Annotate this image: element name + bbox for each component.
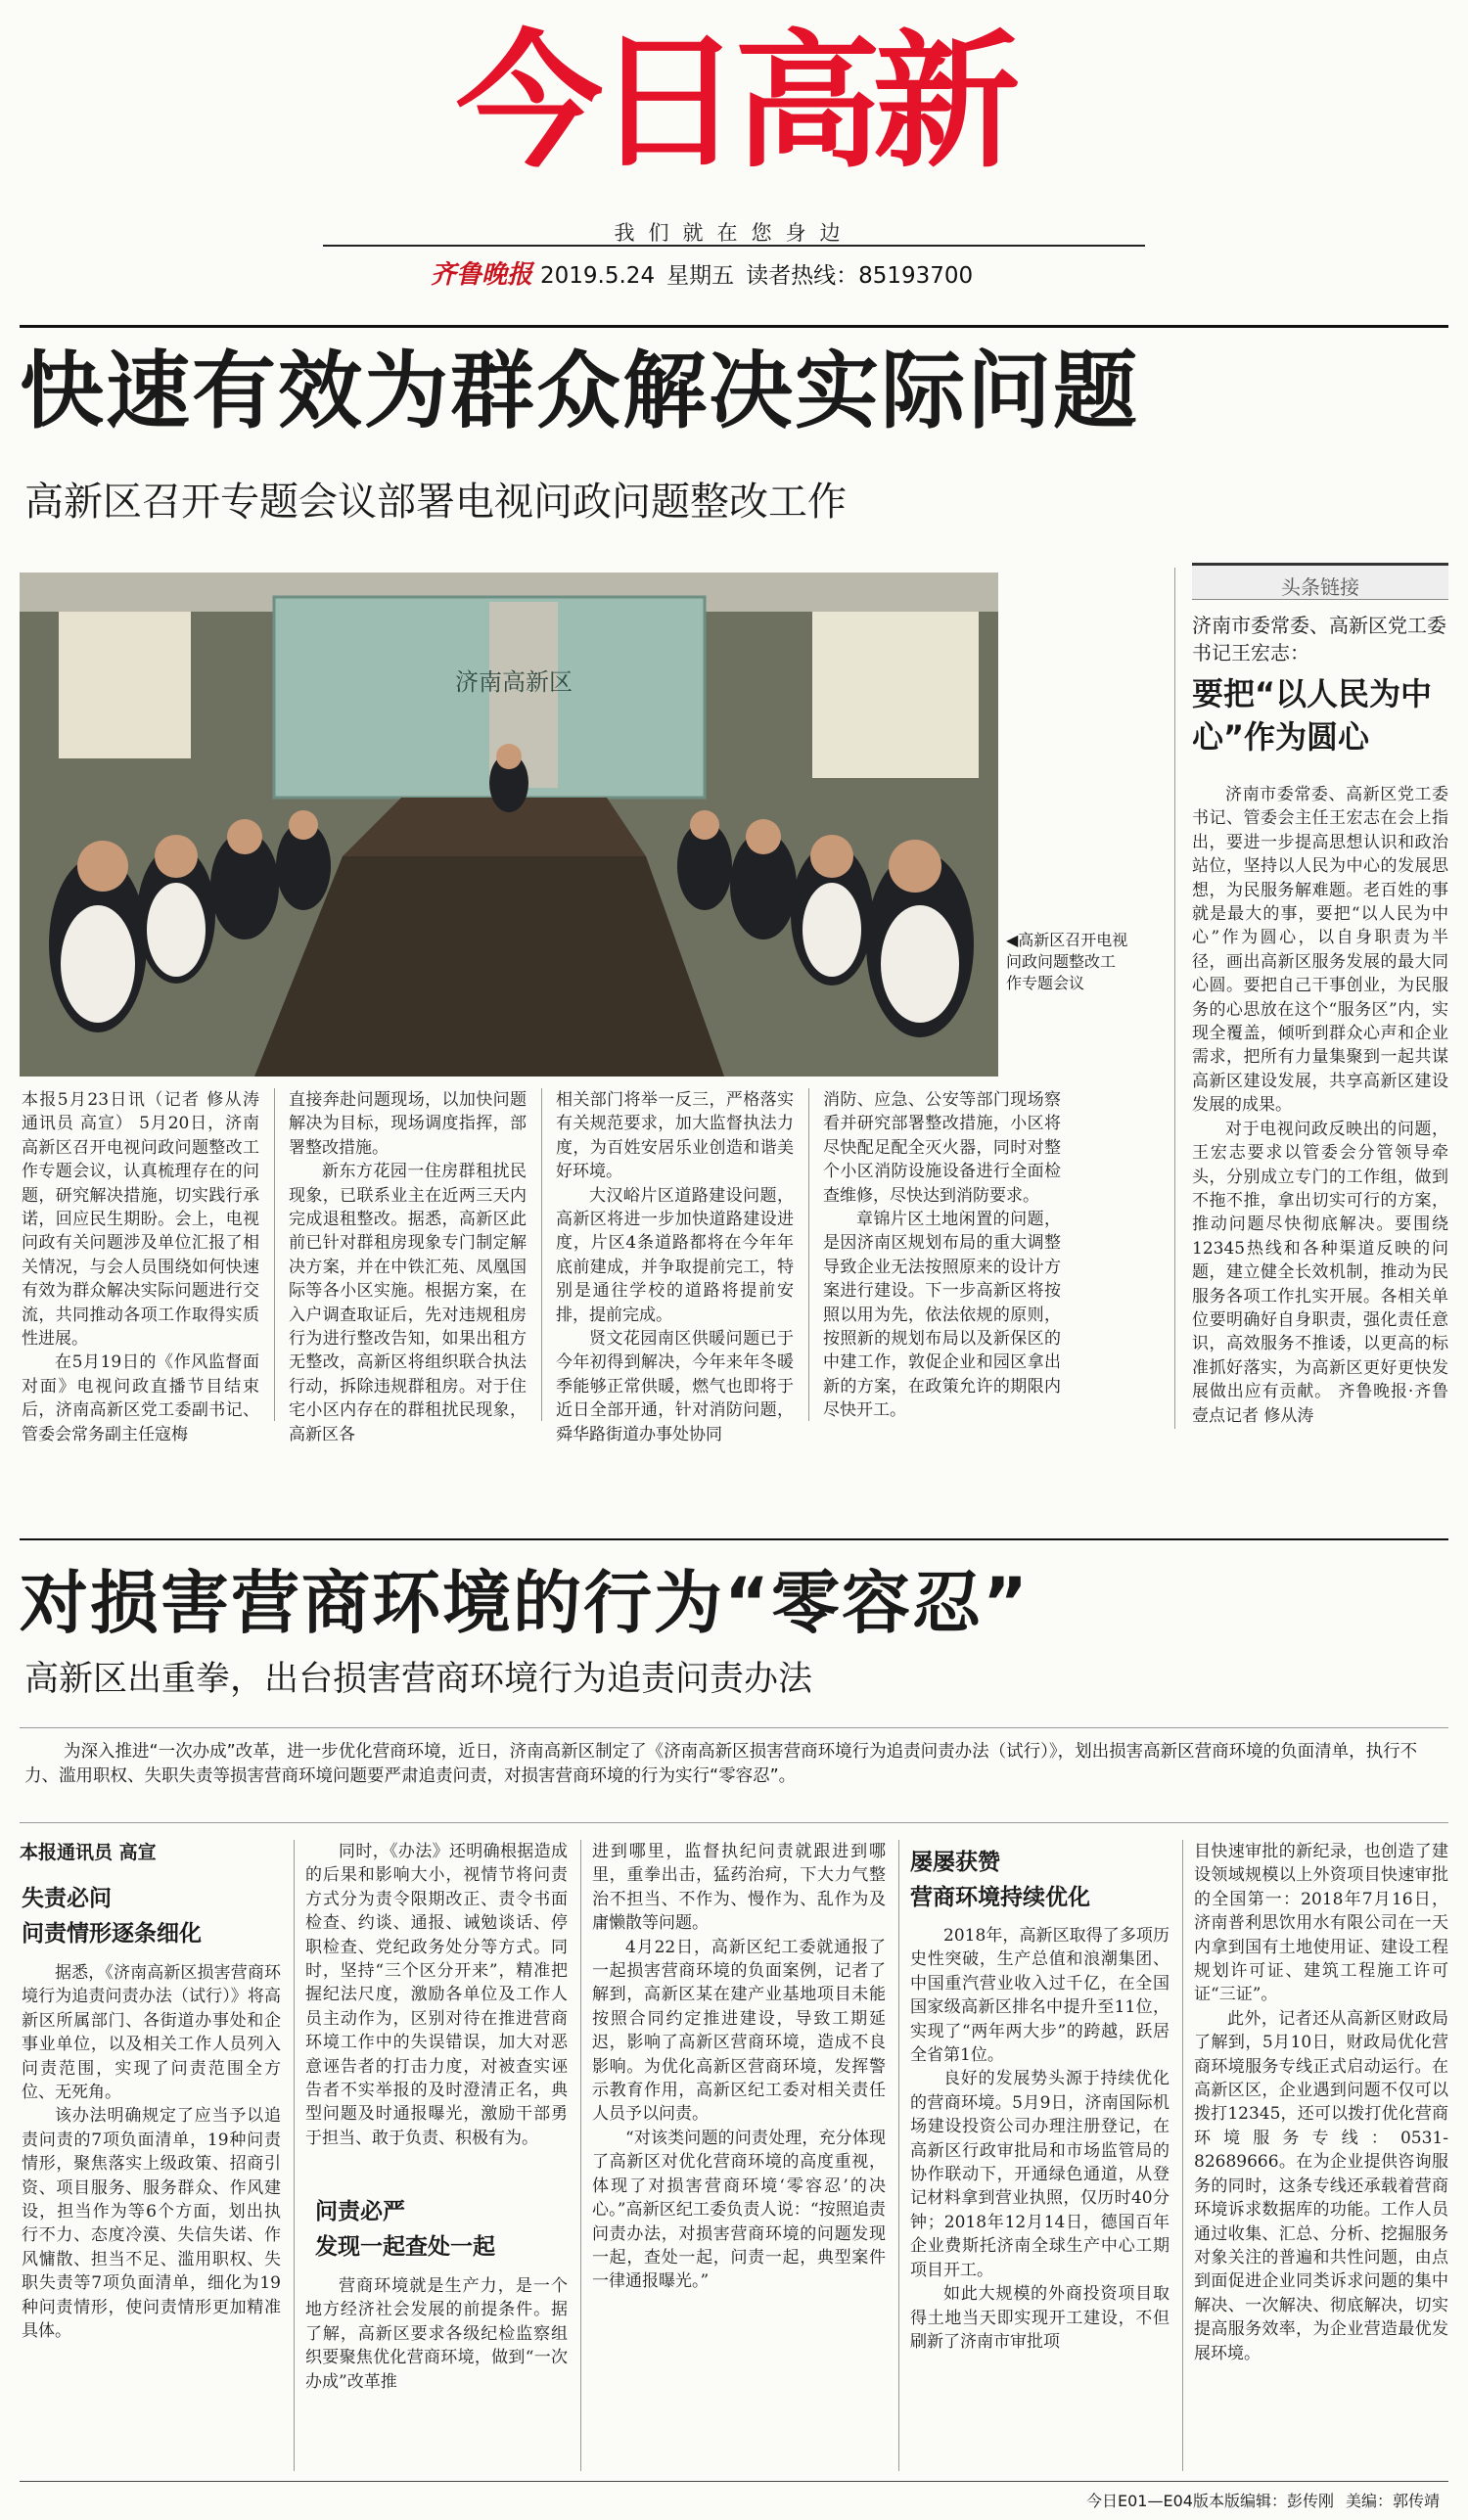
sidebar-paragraph: 济南市委常委、高新区党工委书记、管委会主任王宏志在会上指出，要进一步提高思想认识和政治站位，坚持以人民为中心的发展思想，为民服务解难题。老百姓的事就是最大的事，要把“以人民为中心”作为圆心，以自身职责为半径，画出高新区服务发展的最大同心圆。要把自己干事创业，为民服务的心思放在这个“服务区”内，实现全覆盖，倾听到群众心声和企业需求，把所有力量集聚到一起共谋高新区建设发展，共享高新区建设发展的成果。 bbox=[1192, 785, 1448, 1116]
column-divider bbox=[898, 1840, 899, 2471]
second-column-1 bbox=[22, 1961, 281, 2475]
top-rule bbox=[20, 325, 1448, 328]
photo-sign-text: 济南高新区 bbox=[455, 668, 573, 696]
section-rule bbox=[20, 1538, 1448, 1540]
sidebar-divider bbox=[1174, 568, 1175, 1429]
footer-editor: 本版编辑：彭传刚 bbox=[1209, 2492, 1335, 2510]
second-paragraph: 此外，记者还从高新区财政局了解到，5月10日，财政局优化营商环境服务专线正式启动运行。在高新区区，企业遇到问题不仅可以拨打12345，还可以拨打优化营商环境服务专线：0531-82689666。在为企业提供咨询服务的同时，这条专线还承载着营商环境诉求数据库的功能。工作人员通过收集、汇总、分析、挖掘服务对象关注的普遍和共性问题，由点到面促进企业同类诉求问题的集中解决、一次解决、彻底解决，切实提高服务效率，为企业营造最优发展环境。 bbox=[1194, 2008, 1448, 2363]
intro-top-rule bbox=[20, 1727, 1448, 1728]
second-column-2a bbox=[305, 1840, 568, 2182]
column-divider bbox=[580, 1840, 581, 2471]
sidebar-headline: 要把“以人民为中心”作为圆心 bbox=[1192, 675, 1433, 756]
lead-column-1 bbox=[22, 1088, 259, 1444]
photo-caption: ◀高新区召开电视问政问题整改工作专题会议 bbox=[1006, 931, 1128, 992]
section-title-2b: 发现一起查处一起 bbox=[315, 2234, 495, 2260]
second-paragraph: 如此大规模的外商投资项目取得土地当天即实现开工建设，不但刷新了济南市审批项 bbox=[910, 2284, 1170, 2352]
second-paragraph: 该办法明确规定了应当予以追责问责的7项负面清单，19种问责情形，聚焦落实上级政策、招商引资、项目服务、服务群众、作风建设，担当作为等6个方面，划出执行不力、态度冷漠、失信失诺、作风慵散、担当不足、滥用职权、失职失责等7项负面清单，细化为19种问责情形，使问责情形更加精准具体。 bbox=[22, 2106, 281, 2342]
second-column-3 bbox=[592, 1840, 886, 2471]
sidebar-tag: 头条链接 bbox=[1281, 575, 1359, 599]
section-title-2a: 问责必严 bbox=[315, 2199, 405, 2224]
column-divider bbox=[274, 1088, 275, 1421]
meeting-photo bbox=[20, 573, 998, 1077]
lead-paragraph: 直接奔赴问题现场，以加快问题解决为目标，现场调度指挥，部署整改措施。 bbox=[289, 1090, 527, 1158]
lead-paragraph: 章锦片区土地闲置的问题，是因济南区规划布局的重大调整导致企业无法按照原来的设计方案进行建设。下一步高新区将按照以用为先，依法依规的原则，按照新的规划布局以及新保区的中建工作，敦促企业和园区拿出新的方案，在政策允许的期限内尽快开工。 bbox=[823, 1210, 1061, 1421]
second-column-5 bbox=[1194, 1840, 1448, 2474]
second-paragraph: 进到哪里，监督执纪问责就跟进到哪里，重拳出击，猛药治疴，下大力气整治不担当、不作为、慢作为、乱作为及庸懒散等问题。 bbox=[592, 1842, 886, 1934]
second-byline: 本报通讯员 高宣 bbox=[20, 1842, 157, 1863]
second-paragraph: “对该类问题的问责处理，充分体现了高新区对优化营商环境的高度重视，体现了对损害营商环境‘零容忍’的决心。”高新区纪工委负责人说：“按照追责问责办法，对损害营商环境的问题发现一起，查处一起，问责一起，典型案件一律通报曝光。” bbox=[592, 2128, 886, 2292]
second-column-4 bbox=[910, 1924, 1170, 2474]
column-divider bbox=[294, 1840, 295, 2471]
issue-date: 2019.5.24 bbox=[540, 263, 656, 289]
second-paragraph: 2018年，高新区取得了多项历史性突破，生产总值和浪潮集团、中国重汽营业收入过千亿，在全国国家级高新区排名中提升至11位，实现了“两年两大步”的跨越，跃居全省第1位。 bbox=[910, 1926, 1170, 2066]
second-intro: 为深入推进“一次办成”改革，进一步优化营商环境，近日，济南高新区制定了《济南高新区损害营商环境行为追责问责办法（试行）》，划出损害高新区营商环境的负面清单，执行不力、滥用职权、失职失责等损害营商环境问题要严肃追责问责，对损害营商环境的行为实行“零容忍”。 bbox=[24, 1742, 1418, 1786]
sidebar-body bbox=[1192, 783, 1448, 1429]
second-paragraph: 同时，《办法》还明确根据造成的后果和影响大小，视情节将问责方式分为责令限期改正、责令书面检查、约谈、通报、诫勉谈话、停职检查、党纪政务处分等方式。同时，坚持“三个区分开来”，精准把握纪法尺度，激励各单位及工作人员主动作为，区别对待在推进营商环境工作中的失误错误，加大对恶意诬告者的打击力度，对被查实诬告者不实举报的及时澄清正名，典型问题及时通报曝光，激励干部勇于担当、敢于负责、积极有为。 bbox=[305, 1842, 568, 2148]
lead-paragraph: 在5月19日的《作风监督面对面》电视问政直播节目结束后，济南高新区党工委副书记、管委会常务副主任寇梅 bbox=[22, 1352, 259, 1444]
footer-designer: 美编：郭传靖 bbox=[1346, 2492, 1441, 2510]
section-title-1a: 失责必问 bbox=[22, 1886, 112, 1911]
section-title-1b: 问责情形逐条细化 bbox=[22, 1921, 202, 1947]
second-column-2b bbox=[305, 2274, 568, 2475]
lead-subhead: 高新区召开专题会议部署电视问政问题整改工作 bbox=[24, 480, 847, 525]
second-paragraph: 良好的发展势头源于持续优化的营商环境。5月9日，济南国际机场建设投资公司办理注册登记，在高新区行政审批局和市场监管局的协作联动下，开通绿色通道，从登记材料拿到营业执照，仅历时40分钟；2018年12月14日，德国百年企业费斯托济南全球生产中心工期项目开工。 bbox=[910, 2069, 1170, 2280]
column-divider bbox=[808, 1088, 809, 1421]
issue-weekday: 星期五 bbox=[666, 263, 735, 289]
lead-headline: 快速有效为群众解决实际问题 bbox=[20, 343, 1139, 440]
masthead-title: 今日高新 bbox=[455, 18, 1012, 188]
footer-edition: 今日E01—E04版 bbox=[1086, 2492, 1209, 2510]
second-headline: 对损害营商环境的行为“零容忍” bbox=[20, 1563, 1031, 1643]
intro-bottom-rule bbox=[20, 1822, 1448, 1823]
lead-paragraph: 贤文花园南区供暖问题已于今年初得到解决，今年来年冬暖季能够正常供暖，燃气也即将于近日全部开通，针对消防问题，舜华路街道办事处协同 bbox=[556, 1329, 794, 1444]
masthead-divider bbox=[323, 245, 1145, 247]
lead-paragraph: 相关部门将举一反三，严格落实有关规范要求，加大监督执法力度，为百姓安居乐业创造和谐美好环境。 bbox=[556, 1090, 794, 1182]
reader-hotline: 读者热线：85193700 bbox=[746, 263, 974, 289]
lead-column-3 bbox=[556, 1088, 794, 1444]
lead-column-4 bbox=[823, 1088, 1061, 1421]
section-title-3b: 营商环境持续优化 bbox=[910, 1885, 1090, 1910]
second-paragraph: 4月22日，高新区纪工委就通报了一起损害营商环境的负面案例，记者了解到，高新区某在建产业基地项目未能按照合同约定推进建设，导致工期延迟，影响了高新区营商环境，造成不良影响。为优化高新区营商环境，发挥警示教育作用，高新区纪工委对相关责任人员予以问责。 bbox=[592, 1937, 886, 2125]
second-paragraph: 目快速审批的新纪录，也创造了建设领域规模以上外资项目快速审批的全国第一：2018年7月16日，济南普利思饮用水有限公司在一天内拿到国有土地使用证、建设工程规划许可证、建筑工程施工许可证“三证”。 bbox=[1194, 1842, 1448, 2005]
second-subhead: 高新区出重拳，出台损害营商环境行为追责问责办法 bbox=[24, 1660, 813, 1699]
lead-column-2 bbox=[289, 1088, 527, 1444]
column-divider bbox=[541, 1088, 542, 1421]
column-divider bbox=[1182, 1840, 1183, 2471]
lead-paragraph: 本报5月23日讯（记者 修从涛 通讯员 高宣） 5月20日，济南高新区召开电视问政问题整改工作专题会议，认真梳理存在的问题，研究解决措施，切实践行承诺，回应民生期盼。会上，电视问政有关问题涉及单位汇报了相关情况，与会人员围绕如何快速有效为群众解决实际问题进行交流，共同推动各项工作取得实质性进展。 bbox=[22, 1090, 259, 1350]
lead-paragraph: 大汉峪片区道路建设问题，高新区将进一步加快道路建设进度，片区4条道路都将在今年年底前建成，并争取提前完工，特别是通往学校的道路将提前安排，提前完成。 bbox=[556, 1185, 794, 1325]
sidebar-paragraph: 对于电视问政反映出的问题，王宏志要求以管委会分管领导牵头，分别成立专门的工作组，做到不拖不推，拿出切实可行的方案，推动问题尽快彻底解决。要围绕12345热线和各种渠道反映的问题，建立健全长效机制，推动为民服务各项工作扎实开展。各相关单位要明确好自身职责，强化责任意识，高效服务不推诿，以更高的标准抓好落实，为高新区更好更快发展做出应有贡献。 齐鲁晚报·齐鲁壹点记者 修从涛 bbox=[1192, 1119, 1448, 1426]
second-paragraph: 营商环境就是生产力，是一个地方经济社会发展的前提条件。据了解，高新区要求各级纪检监察组织要聚焦优化营商环境，做到“一次办成”改革推 bbox=[305, 2276, 568, 2392]
paper-logo: 齐鲁晚报 bbox=[431, 260, 533, 290]
sidebar-kicker: 济南市委常委、高新区党工委书记王宏志： bbox=[1192, 614, 1446, 664]
second-paragraph: 据悉，《济南高新区损害营商环境行为追责问责办法（试行）》将高新区所属部门、各街道办事处和企事业单位，以及相关工作人员列入问责范围，实现了问责范围全方位、无死角。 bbox=[22, 1963, 281, 2103]
dateline bbox=[431, 254, 985, 291]
masthead-slogan: 我们就在您身边 bbox=[614, 221, 854, 245]
footer-rule bbox=[20, 2481, 1448, 2482]
section-title-3a: 屡屡获赞 bbox=[910, 1850, 1000, 1875]
lead-paragraph: 消防、应急、公安等部门现场察看并研究部署整改措施，小区将尽快配足配全灭火器，同时对整个小区消防设施设备进行全面检查维修，尽快达到消防要求。 bbox=[823, 1090, 1061, 1206]
lead-paragraph: 新东方花园一住房群租扰民现象，已联系业主在近两三天内完成退租整改。据悉，高新区此前已针对群租房现象专门制定解决方案，并在中铁汇苑、凤凰国际等各小区实施。根据方案，在入户调查取证后，先对违规租房行为进行整改告知，如果出租方无整改，高新区将组织联合执法行动，拆除违规群租房。对于住宅小区内存在的群租扰民现象，高新区各 bbox=[289, 1162, 527, 1444]
meeting-photo-illustration bbox=[20, 573, 998, 1077]
